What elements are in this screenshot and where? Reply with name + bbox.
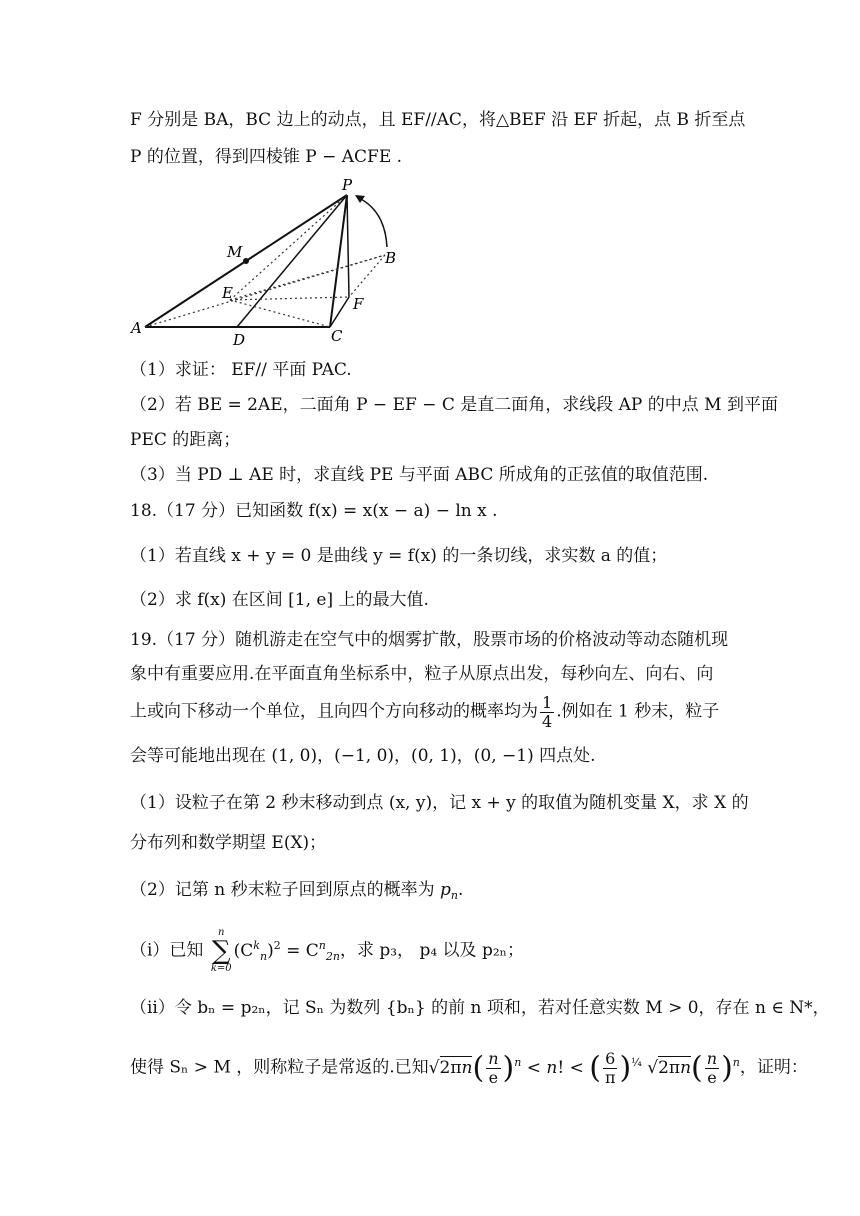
- binomial-identity: $(C^k_n)^2 = C^n_{2n}$: [233, 939, 340, 963]
- q19-part2-text: （2）记第 n 秒末粒子回到原点的概率为: [130, 880, 435, 900]
- q18-head: 18.（17 分）已知函数 f(x) = x(x − a) − ln x .: [130, 501, 498, 521]
- q17-part2b: PEC 的距离；: [130, 430, 241, 450]
- fraction-numerator: 1: [542, 693, 553, 712]
- label-A: A: [131, 319, 142, 337]
- intro-line-1: F 分别是 BA，BC 边上的动点，且 EF//AC，将△BEF 沿 EF 折起，点 B 折至点: [130, 110, 746, 130]
- edge-PD: [237, 195, 347, 327]
- summation-symbol: n ∑ k=0: [210, 927, 232, 974]
- intro-line-2: P 的位置，得到四棱锥 P − ACFE .: [130, 147, 403, 167]
- fraction-one-quarter: [540, 694, 554, 730]
- q19-part-i: [130, 928, 524, 974]
- q19-line2: 象中有重要应用.在平面直角坐标系中，粒子从原点出发，每秒向左、向右、向: [130, 664, 714, 684]
- stirling-inequality: √2πn( $\frac{n}{e}$ )$^n$ < n! < ( $\frac{6}{\pi}$ )$^{\frac{1}{4}}$ √2πn( $\frac{n}{e}$ )$^n$: [428, 1049, 740, 1087]
- edge-BF: [349, 255, 385, 297]
- q19-part2: [130, 882, 463, 901]
- symbol-p: p: [439, 880, 451, 900]
- edge-PF: [347, 195, 349, 297]
- period: .: [457, 880, 464, 900]
- q19-line1: 19.（17 分）随机游走在空气中的烟雾扩散，股票市场的价格波动等动态随机现: [130, 630, 729, 650]
- q17-part3: （3）当 PD ⊥ AE 时，求直线 PE 与平面 ABC 所成角的正弦值的取值范围.: [130, 465, 709, 485]
- q17-part1: （1）求证： EF// 平面 PAC.: [130, 360, 352, 380]
- edge-EP: [230, 195, 347, 300]
- label-M: M: [227, 243, 243, 261]
- label-F: F: [353, 295, 364, 313]
- q19-line3-text-b: .例如在 1 秒末，粒子: [556, 701, 720, 722]
- point-M: [243, 258, 249, 264]
- edge-PC: [330, 195, 347, 327]
- q19-part1b: 分布列和数学期望 E(X)；: [130, 833, 327, 853]
- q19-last-text-b: ，证明：: [739, 1057, 808, 1078]
- fold-arrowhead: [355, 195, 365, 203]
- label-C: C: [331, 327, 343, 345]
- edge-EF: [230, 297, 349, 300]
- fold-arrow: [357, 197, 387, 247]
- q19-part-i-rest: ，求 p₃， p₄ 以及 p₂ₙ；: [339, 940, 525, 961]
- label-D: D: [233, 331, 246, 349]
- q19-line3: [130, 694, 719, 730]
- fraction-denominator: 4: [542, 711, 553, 731]
- q19-part-ii: （ii）令 bₙ = p₂ₙ，记 Sₙ 为数列 {bₙ} 的前 n 项和，若对任意实数 M > 0，存在 n ∈ N*，: [130, 998, 830, 1018]
- q18-part1: （1）若直线 x + y = 0 是曲线 y = f(x) 的一条切线，求实数 a 的值；: [130, 546, 668, 566]
- q19-part1a: （1）设粒子在第 2 秒末移动到点 (x, y)，记 x + y 的取值为随机变量 X，求 X 的: [130, 793, 749, 813]
- pyramid-figure: [125, 175, 415, 350]
- label-E: E: [222, 284, 233, 302]
- q19-line4: 会等可能地出现在 (1, 0)，(−1, 0)，(0, 1)，(0, −1) 四点处.: [130, 746, 596, 766]
- q19-last-line: [130, 1050, 808, 1086]
- label-B: B: [385, 249, 397, 267]
- q19-part-i-label: （i）已知: [130, 940, 204, 961]
- symbol-p-sub: n: [450, 889, 458, 902]
- q19-last-text-a: 使得 Sₙ > M ，则称粒子是常返的.已知: [130, 1057, 429, 1078]
- q18-part2: （2）求 f(x) 在区间 [1, e] 上的最大值.: [130, 590, 429, 610]
- q19-line3-text-a: 上或向下移动一个单位，且向四个方向移动的概率均为: [130, 701, 538, 722]
- q17-part2a: （2）若 BE = 2AE，二面角 P − EF − C 是直二面角，求线段 AP 的中点 M 到平面: [130, 395, 778, 415]
- label-P: P: [342, 176, 353, 194]
- edge-EC: [230, 300, 330, 327]
